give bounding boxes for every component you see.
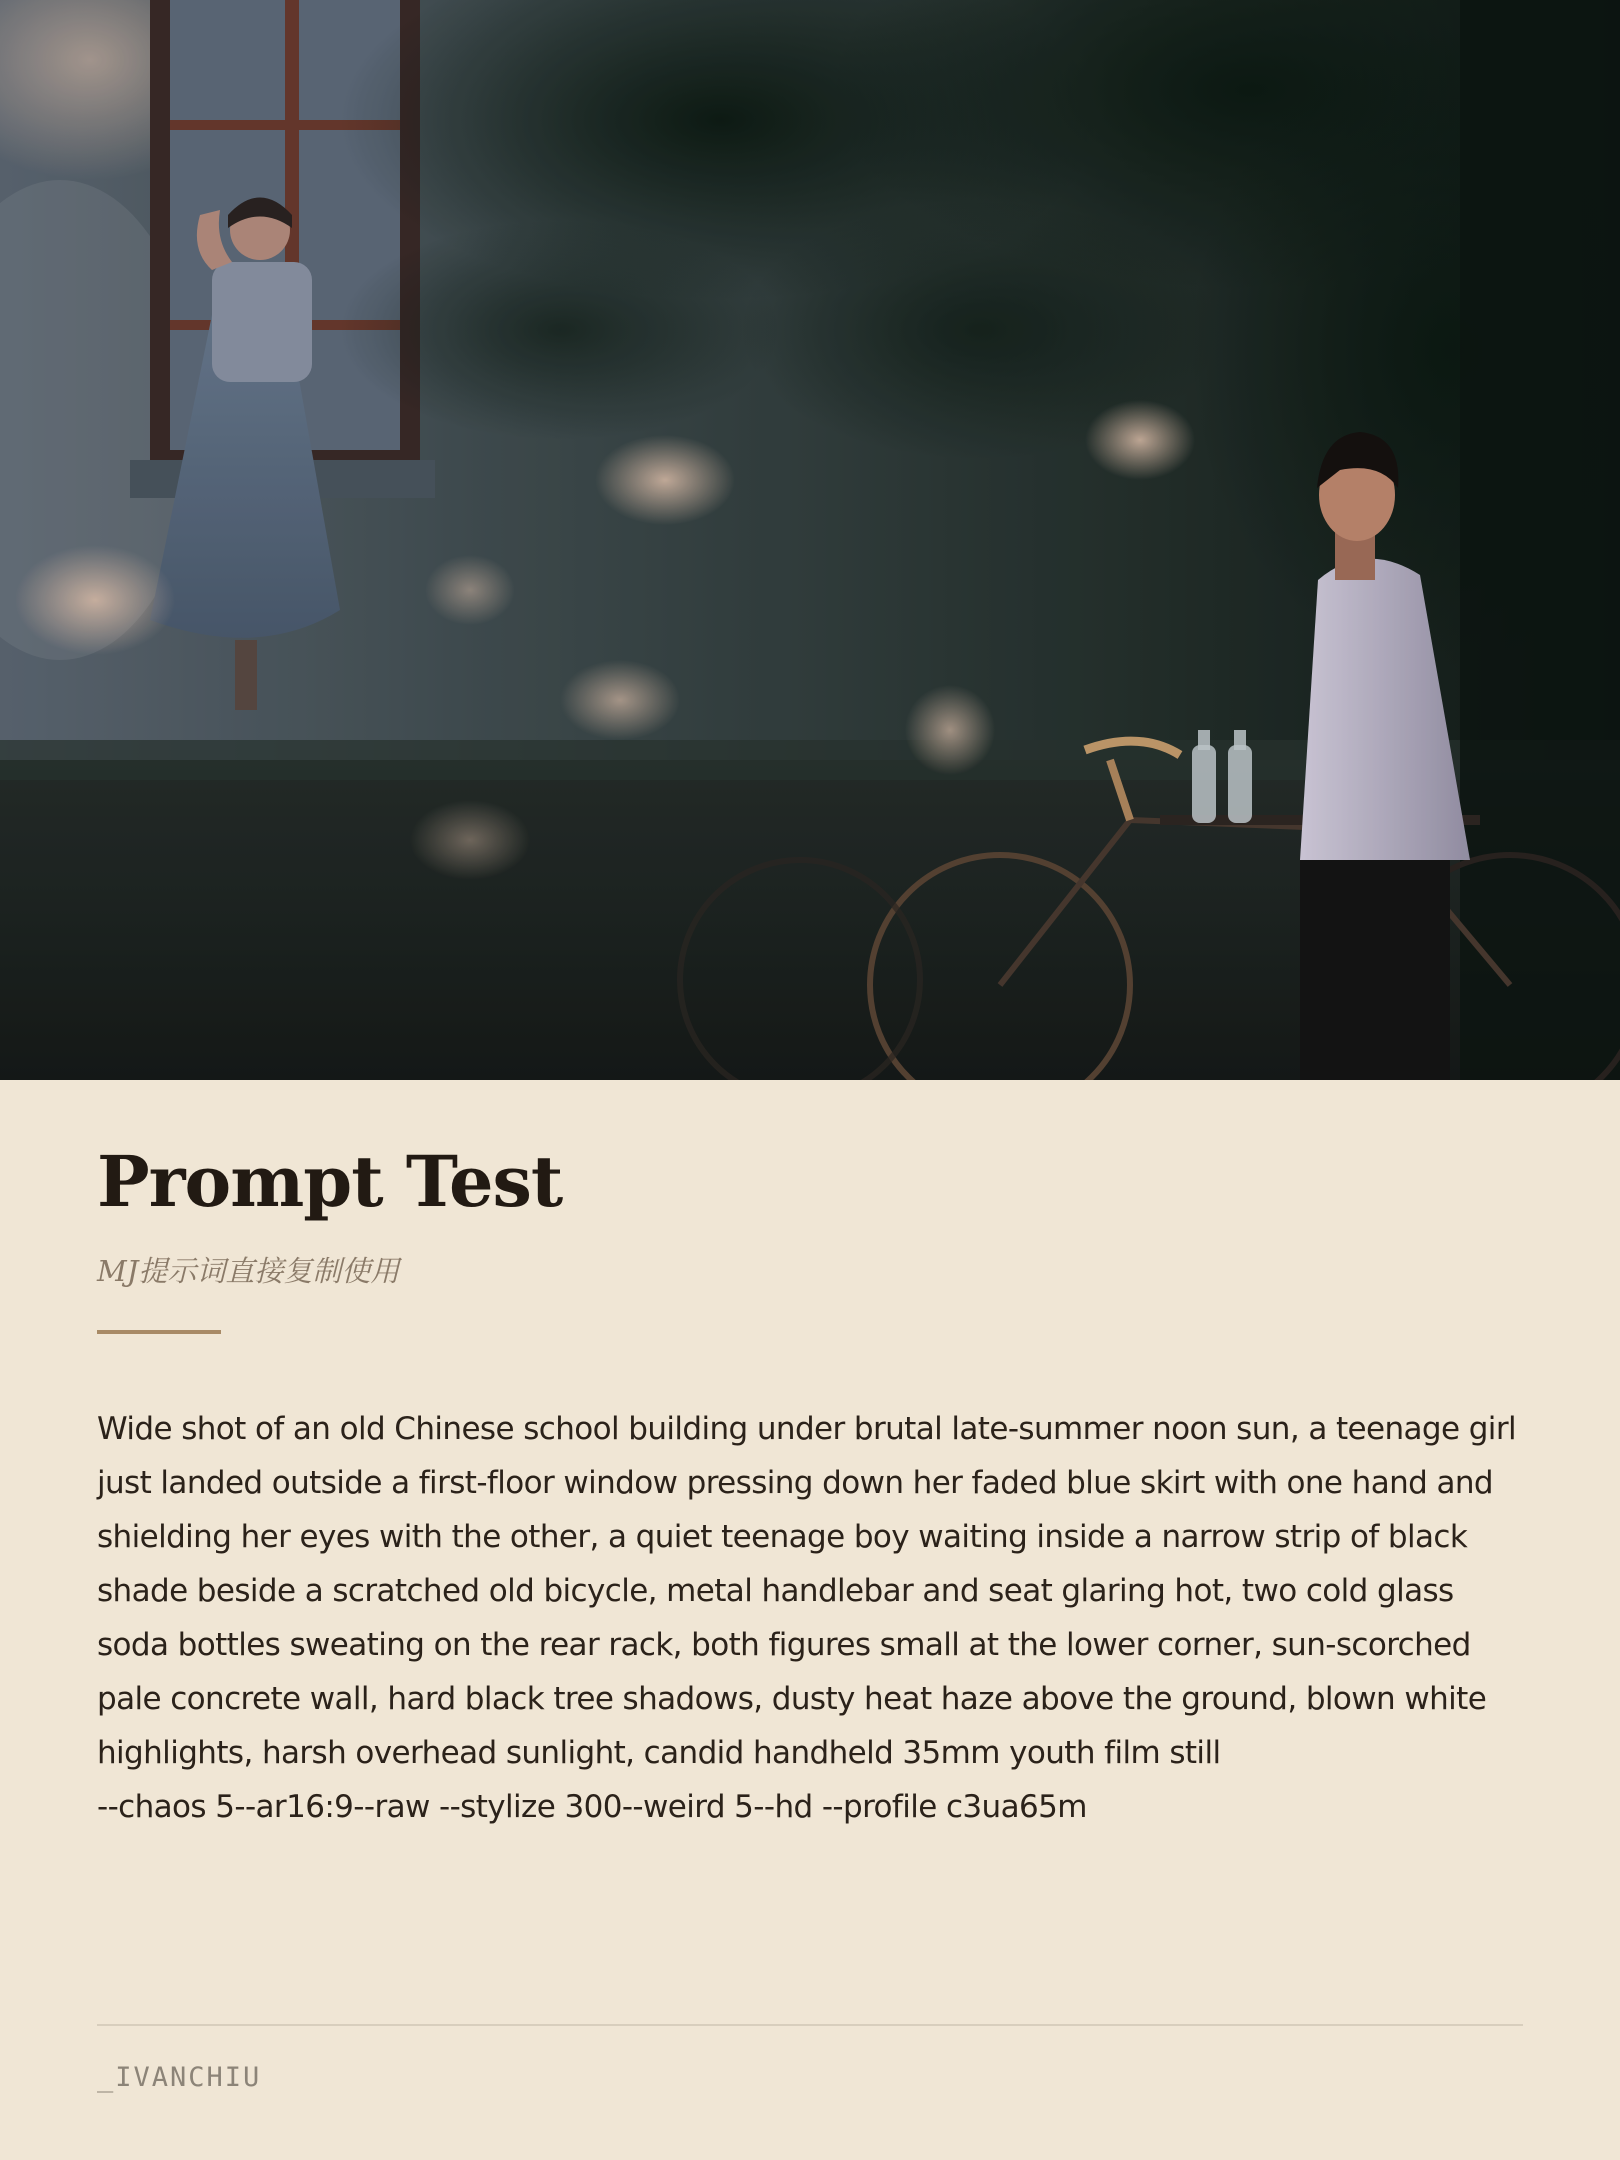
prompt-card	[97, 1080, 1523, 2160]
footer-divider	[97, 2024, 1523, 2026]
prompt-parameters: --chaos 5--ar16:9--raw --stylize 300--weird 5--hd --profile c3ua65m	[97, 1789, 1087, 1825]
page-title: Prompt Test	[97, 1140, 563, 1223]
page-subtitle: MJ提示词直接复制使用	[97, 1254, 400, 1288]
prompt-description: Wide shot of an old Chinese school building under brutal late-summer noon sun, a teenage girl just landed outside a first-floor window pressing down her faded blue skirt with one hand and shielding her eyes with the other, a quiet teenage boy waiting inside a narrow strip of black shade beside a scratched old bicycle, metal handlebar and seat glaring hot, two cold glass soda bottles sweating on the rear rack, both figures small at the lower corner, sun-scorched pale concrete wall, hard black tree shadows, dusty heat haze above the ground, blown white highlights, harsh overhead sunlight, candid handheld 35mm youth film still	[97, 1411, 1516, 1771]
prompt-text	[97, 1402, 1523, 1834]
accent-divider	[97, 1330, 221, 1334]
author-signature: _IVANCHIU	[97, 2062, 262, 2093]
